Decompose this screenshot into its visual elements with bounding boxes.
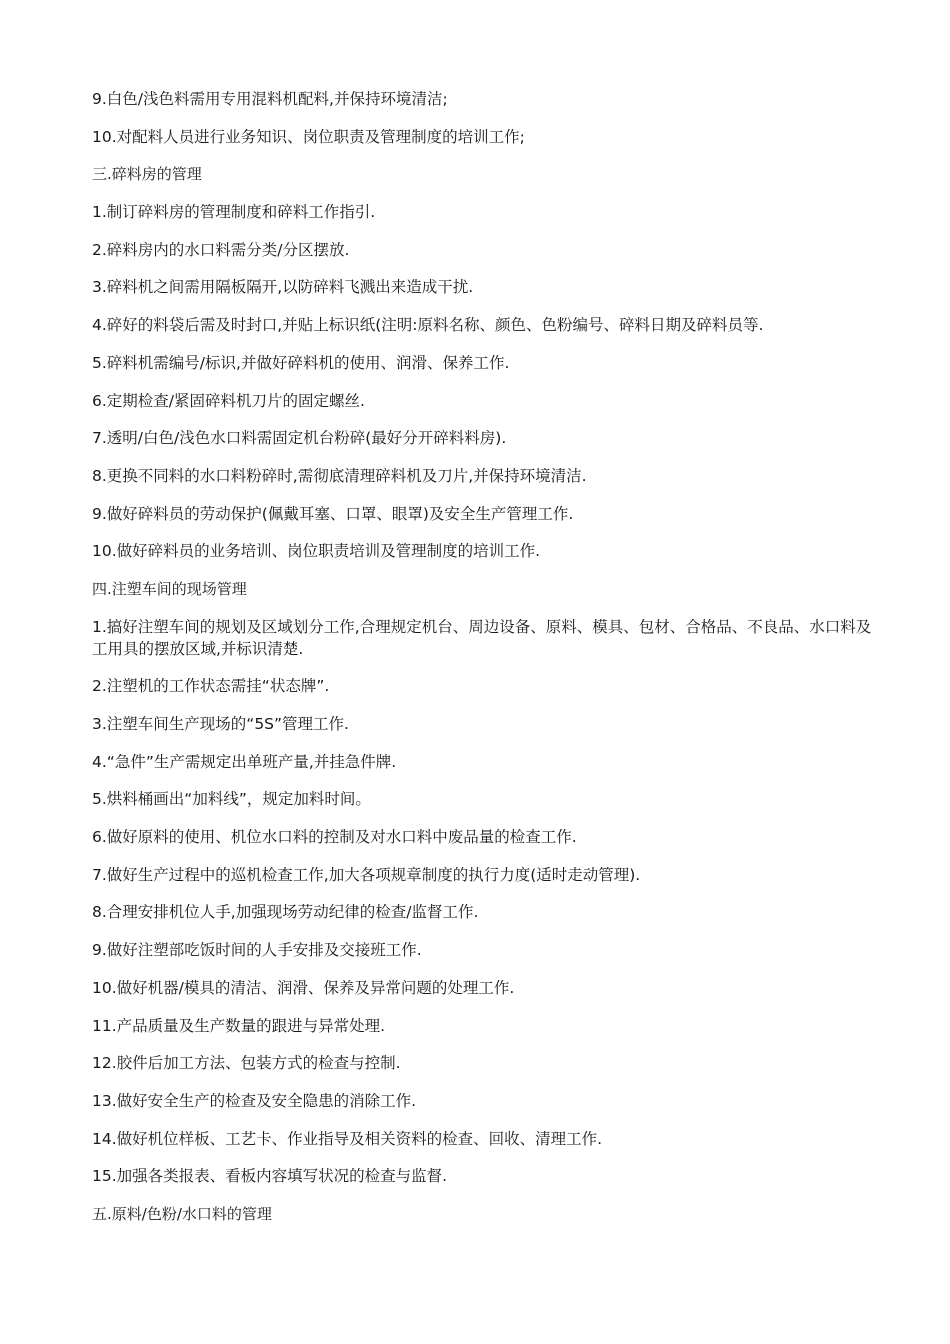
- section-heading: 五.原料/色粉/水口料的管理: [92, 1204, 272, 1223]
- list-item: 4.碎好的料袋后需及时封口,并贴上标识纸(注明:原料名称、颜色、色粉编号、碎料日期及碎料员等.: [92, 316, 764, 335]
- list-item: 12.胶件后加工方法、包装方式的检查与控制.: [92, 1054, 401, 1073]
- list-item: 2.碎料房内的水口料需分类/分区摆放.: [92, 240, 350, 259]
- section-heading: 三.碎料房的管理: [92, 165, 202, 184]
- list-item: 3.碎料机之间需用隔板隔开,以防碎料飞溅出来造成干扰.: [92, 278, 474, 297]
- list-item: 5.烘料桶画出“加料线”，规定加料时间。: [92, 790, 371, 809]
- list-item: 7.做好生产过程中的巡机检查工作,加大各项规章制度的执行力度(适时走动管理).: [92, 865, 641, 884]
- list-item: 6.定期检查/紧固碎料机刀片的固定螺丝.: [92, 391, 365, 410]
- list-item: 1.搞好注塑车间的规划及区域划分工作,合理规定机台、周边设备、原料、模具、包材、合格品、不良品、水口料及工用具的摆放区域,并标识清楚.: [92, 617, 872, 658]
- list-item: 13.做好安全生产的检查及安全隐患的消除工作.: [92, 1091, 417, 1110]
- list-item: 14.做好机位样板、工艺卡、作业指导及相关资料的检查、回收、清理工作.: [92, 1129, 603, 1148]
- list-item: 9.白色/浅色料需用专用混料机配料,并保持环境清洁;: [92, 90, 448, 108]
- list-item: 10.对配料人员进行业务知识、岗位职责及管理制度的培训工作;: [92, 127, 525, 146]
- section-heading: 四.注塑车间的现场管理: [92, 579, 247, 598]
- list-item: 8.更换不同料的水口料粉碎时,需彻底清理碎料机及刀片,并保持环境清洁.: [92, 466, 587, 485]
- list-item: 1.制订碎料房的管理制度和碎料工作指引.: [92, 203, 376, 222]
- list-item: 10.做好机器/模具的清洁、润滑、保养及异常问题的处理工作.: [92, 978, 515, 997]
- list-item: 11.产品质量及生产数量的跟进与异常处理.: [92, 1016, 386, 1035]
- list-item: 6.做好原料的使用、机位水口料的控制及对水口料中废品量的检查工作.: [92, 828, 577, 847]
- list-item: 9.做好注塑部吃饭时间的人手安排及交接班工作.: [92, 941, 422, 960]
- list-item: 5.碎料机需编号/标识,并做好碎料机的使用、润滑、保养工作.: [92, 353, 510, 372]
- list-item: 2.注塑机的工作状态需挂“状态牌”.: [92, 677, 330, 696]
- list-item: 8.合理安排机位人手,加强现场劳动纪律的检查/监督工作.: [92, 903, 479, 922]
- list-item: 10.做好碎料员的业务培训、岗位职责培训及管理制度的培训工作.: [92, 542, 541, 561]
- document-body: [92, 88, 882, 1241]
- list-item: 7.透明/白色/浅色水口料需固定机台粉碎(最好分开碎料料房).: [92, 429, 507, 448]
- list-item: 9.做好碎料员的劳动保护(佩戴耳塞、口罩、眼罩)及安全生产管理工作.: [92, 504, 574, 523]
- list-item: 3.注塑车间生产现场的“5S”管理工作.: [92, 715, 349, 733]
- list-item: 15.加强各类报表、看板内容填写状况的检查与监督.: [92, 1167, 448, 1186]
- list-item: 4.“急件”生产需规定出单班产量,并挂急件牌.: [92, 752, 397, 771]
